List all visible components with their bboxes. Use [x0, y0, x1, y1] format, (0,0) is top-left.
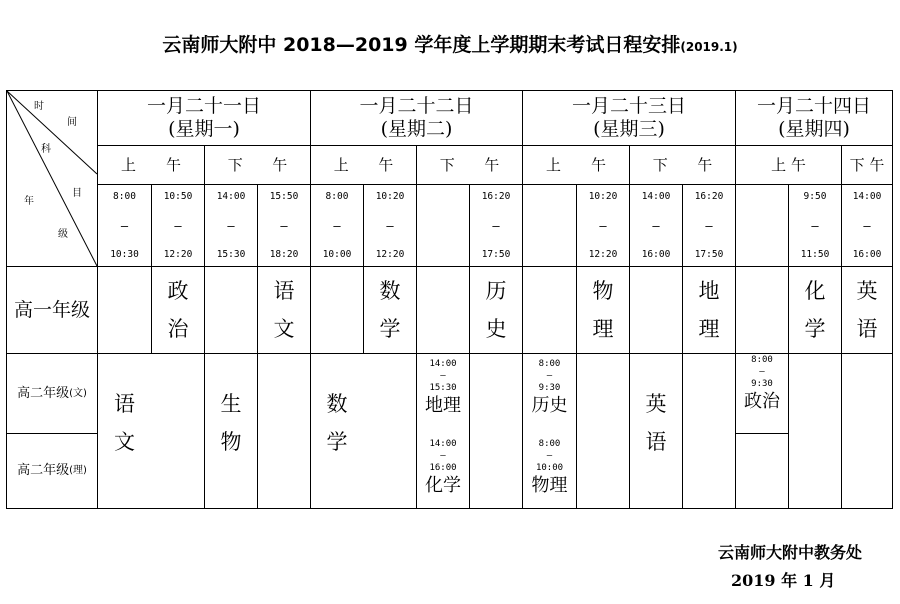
exam-subject-g1: 物 理	[592, 279, 614, 341]
time-slot: 14:00 — 16:00	[852, 191, 882, 260]
half-header-pm: 下 午	[652, 156, 713, 174]
corner-subject-label: 科	[41, 144, 51, 155]
time-slot: 8:00 — 10:30	[110, 191, 139, 260]
half-header-pm: 下 午	[439, 156, 500, 174]
exam-subject-g2: 数 学	[326, 392, 348, 454]
time-slot: 8:00 — 10:00	[322, 191, 352, 260]
half-header-pm: 下 午	[849, 156, 885, 174]
grade-label-g1: 高一年级	[13, 298, 90, 321]
exam-subject-g1: 政 治	[167, 279, 189, 341]
exam-subject-g1: 历 史	[485, 279, 507, 341]
exam-subject-g1: 英 语	[856, 279, 878, 341]
day-header-thu: 一月二十四日 (星期四)	[756, 95, 871, 140]
exam-subject-g1: 数 学	[379, 279, 401, 341]
exam-subject-g2: 语 文	[114, 392, 135, 454]
exam-subject-g2-arts: 8:00 — 9:30 政治	[744, 355, 780, 412]
exam-subject-g1: 地 理	[698, 279, 720, 341]
half-header-pm: 下 午	[227, 156, 288, 174]
time-slot: 14:00 — 15:30	[216, 191, 246, 260]
exam-subject-g2-sci: 14:00 — 16:00 化学	[425, 439, 461, 496]
corner-grade-label: 年	[24, 196, 34, 207]
exam-subject-g2: 英 语	[645, 392, 667, 454]
time-slot: 10:20 — 12:20	[375, 191, 405, 260]
exam-subject-g2-arts: 8:00 — 9:30 历史	[531, 359, 568, 416]
time-slot: 10:20 — 12:20	[588, 191, 618, 260]
page-title: 云南师大附中 2018—2019 学年度上学期期末考试日程安排(2019.1)	[162, 34, 738, 56]
exam-subject-g1: 语 文	[273, 279, 295, 341]
day-header-mon: 一月二十一日 (星期一)	[146, 95, 261, 140]
footer-org: 云南师大附中教务处	[717, 543, 862, 562]
half-header-am: 上 午	[545, 156, 606, 174]
time-slot: 15:50 — 18:20	[269, 191, 299, 260]
exam-subject-g1: 化 学	[804, 279, 826, 341]
day-header-wed: 一月二十三日 (星期三)	[571, 95, 686, 140]
time-slot: 10:50 — 12:20	[163, 191, 193, 260]
time-slot: 16:20 — 17:50	[481, 191, 511, 260]
exam-subject-g2: 生 物	[220, 392, 242, 454]
corner-grade-label: 级	[58, 229, 68, 240]
grade-label-g2-arts: 高二年级 (文)	[17, 385, 87, 401]
half-header-am: 上 午	[333, 156, 394, 174]
time-slot: 14:00 — 16:00	[641, 191, 671, 260]
corner-time-label: 时	[34, 101, 44, 112]
corner-time-label: 间	[67, 117, 77, 128]
corner-target-label: 目	[72, 188, 82, 199]
exam-subject-g2-arts: 14:00 — 15:30 地理	[425, 359, 461, 416]
grade-label-g2-sci: 高二年级 (理)	[17, 463, 87, 479]
half-header-am: 上 午	[771, 156, 806, 174]
day-header-tue: 一月二十二日 (星期二)	[359, 95, 474, 140]
time-slot: 16:20 — 17:50	[694, 191, 724, 260]
footer-date: 2019 年 1 月	[731, 571, 836, 590]
exam-subject-g2-sci: 8:00 — 10:00 物理	[531, 439, 568, 496]
half-header-am: 上 午	[120, 156, 181, 174]
time-slot: 9:50 — 11:50	[800, 191, 830, 260]
